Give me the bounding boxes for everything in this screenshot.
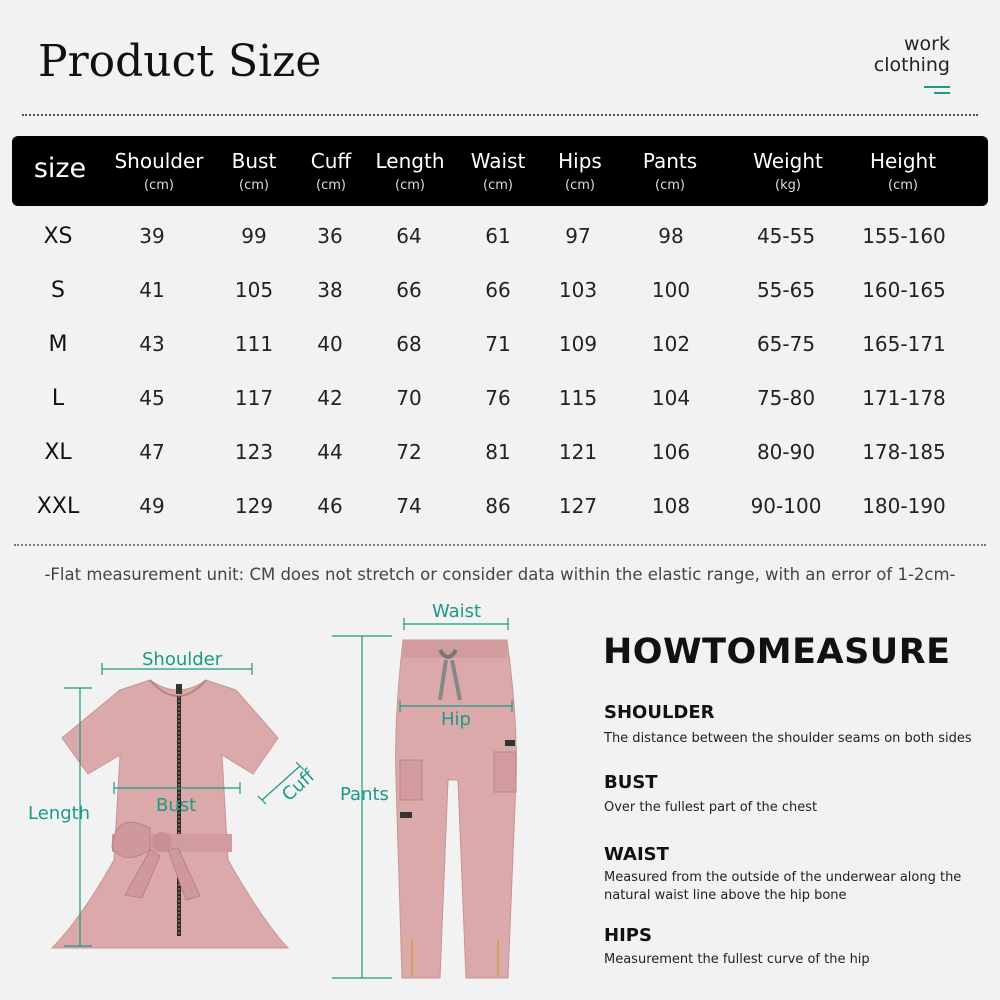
- table-cell: 111: [234, 332, 274, 356]
- how-to-measure-title: HOWTOMEASURE: [603, 632, 951, 672]
- label-hip: Hip: [441, 709, 471, 730]
- table-cell: 74: [396, 494, 422, 518]
- table-cell: 76: [485, 386, 511, 410]
- table-cell: 66: [396, 278, 422, 302]
- size-cell: L: [51, 386, 65, 411]
- table-cell: 40: [317, 332, 343, 356]
- table-cell: 72: [396, 440, 422, 464]
- table-cell: 178-185: [862, 440, 946, 464]
- table-cell: 90-100: [750, 494, 822, 518]
- table-cell: 68: [396, 332, 422, 356]
- section-bust-heading: BUST: [604, 772, 658, 793]
- table-cell: 64: [396, 224, 422, 248]
- table-cell: 81: [485, 440, 511, 464]
- label-bust: Bust: [156, 795, 197, 816]
- table-cell: 70: [396, 386, 422, 410]
- table-cell: 171-178: [862, 386, 946, 410]
- section-bust-text: Over the fullest part of the chest: [604, 800, 818, 815]
- section-hips-heading: HIPS: [604, 925, 652, 946]
- table-cell: 86: [485, 494, 511, 518]
- table-cell: 66: [485, 278, 511, 302]
- header-length: Length (cm): [375, 149, 445, 193]
- table-cell: 115: [558, 386, 598, 410]
- table-cell: 165-171: [862, 332, 946, 356]
- section-shoulder-text: The distance between the shoulder seams on both sides: [604, 731, 972, 746]
- table-cell: 45-55: [756, 224, 816, 248]
- table-cell: 155-160: [862, 224, 946, 248]
- table-cell: 160-165: [862, 278, 946, 302]
- label-pants: Pants: [340, 784, 389, 805]
- header-size: size: [33, 153, 87, 184]
- table-cell: 121: [558, 440, 598, 464]
- table-cell: 123: [234, 440, 274, 464]
- page-title: Product Size: [38, 36, 322, 87]
- table-cell: 129: [234, 494, 274, 518]
- header-hips: Hips (cm): [558, 149, 602, 193]
- table-cell: 99: [241, 224, 267, 248]
- header-shoulder: Shoulder (cm): [114, 149, 204, 193]
- label-cuff: Cuff: [278, 765, 320, 806]
- table-cell: 39: [139, 224, 165, 248]
- header-pants: Pants (cm): [642, 149, 698, 193]
- table-cell: 45: [139, 386, 165, 410]
- header-weight: Weight (kg): [753, 149, 823, 193]
- size-cell: M: [48, 332, 68, 357]
- table-cell: 102: [651, 332, 691, 356]
- brand-line-1: work: [904, 33, 950, 55]
- label-shoulder: Shoulder: [142, 649, 223, 670]
- size-cell: XS: [43, 224, 73, 249]
- table-cell: 65-75: [756, 332, 816, 356]
- table-cell: 104: [651, 386, 691, 410]
- section-hips-text: Measurement the fullest curve of the hip: [604, 952, 870, 967]
- table-cell: 100: [651, 278, 691, 302]
- table-cell: 46: [317, 494, 343, 518]
- header-waist: Waist (cm): [470, 149, 526, 193]
- table-cell: 75-80: [756, 386, 816, 410]
- size-cell: S: [51, 278, 65, 303]
- label-waist: Waist: [432, 601, 482, 622]
- table-cell: 43: [139, 332, 165, 356]
- header-bust: Bust (cm): [231, 149, 277, 193]
- pants-illustration: [396, 640, 517, 978]
- table-cell: 109: [558, 332, 598, 356]
- table-cell: 36: [317, 224, 343, 248]
- table-cell: 106: [651, 440, 691, 464]
- size-cell: XL: [44, 440, 72, 465]
- table-cell: 42: [317, 386, 343, 410]
- label-length: Length: [28, 803, 91, 824]
- table-cell: 180-190: [862, 494, 946, 518]
- table-cell: 55-65: [756, 278, 816, 302]
- table-cell: 127: [558, 494, 598, 518]
- table-cell: 49: [139, 494, 165, 518]
- size-cell: XXL: [36, 494, 80, 519]
- table-cell: 98: [658, 224, 684, 248]
- table-cell: 97: [565, 224, 591, 248]
- table-cell: 108: [651, 494, 691, 518]
- table-cell: 80-90: [756, 440, 816, 464]
- measurement-note: -Flat measurement unit: CM does not stretch or consider data within the elastic range, with an error of 1-2cm-: [44, 565, 956, 584]
- table-cell: 47: [139, 440, 165, 464]
- table-cell: 41: [139, 278, 165, 302]
- table-cell: 38: [317, 278, 343, 302]
- section-shoulder-heading: SHOULDER: [604, 702, 715, 723]
- header-cuff: Cuff (cm): [310, 149, 352, 193]
- section-waist-heading: WAIST: [604, 844, 669, 865]
- brand-line-2: clothing: [873, 54, 950, 76]
- table-cell: 71: [485, 332, 511, 356]
- table-cell: 117: [234, 386, 274, 410]
- table-cell: 103: [558, 278, 598, 302]
- section-waist-text: Measured from the outside of the underwear along the natural waist line above the hip bone: [604, 870, 962, 903]
- table-cell: 44: [317, 440, 343, 464]
- header-height: Height (cm): [869, 149, 937, 193]
- table-cell: 61: [485, 224, 511, 248]
- table-cell: 105: [234, 278, 274, 302]
